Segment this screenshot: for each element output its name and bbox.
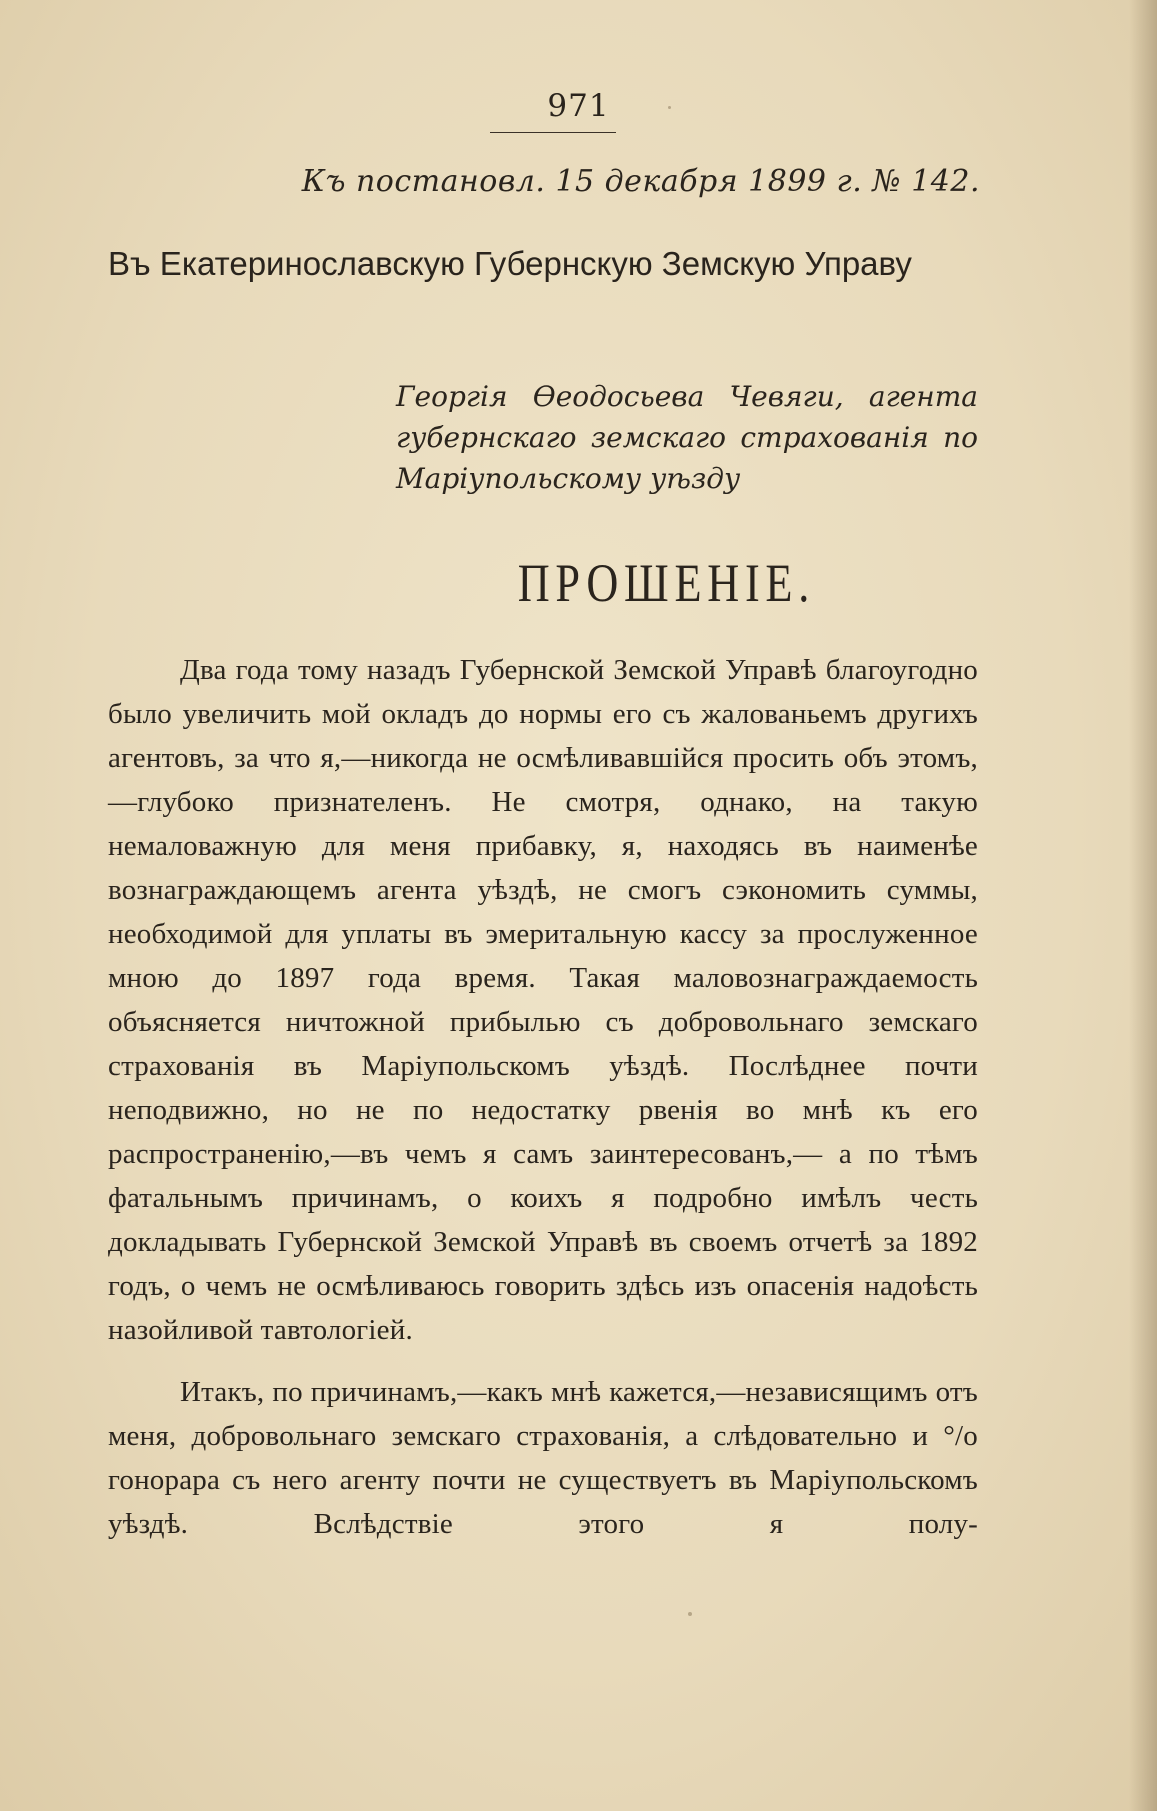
page-edge-shadow bbox=[1129, 0, 1157, 1811]
page-number-rule bbox=[490, 132, 616, 133]
sender-block: Георгія Ѳеодосьева Чевяги, агента губернскаго земскаго страхованія по Маріупольскому уѣзду bbox=[396, 380, 978, 495]
page-number: 971 bbox=[547, 88, 610, 124]
body-paragraph: Два года тому назадъ Губернской Земской Управѣ благоугодно было увеличить мой окладъ до нормы его съ жалованьемъ другихъ агентовъ, за что я,—никогда не осмѣливавшійся просить объ этомъ,—глубоко признателенъ. Не смотря, однако, на такую немаловажную для меня прибавку, я, находясь въ наименѣе вознаграждающемъ агента уѣздѣ, не смогъ сэкономить суммы, необходимой для уплаты въ эмеритальную кассу за прослуженное мною до 1897 года время. Такая маловознаграждаемость объясняется ничтожной прибылью съ добровольнаго земскаго страхованія въ Маріупольскомъ уѣздѣ. Послѣднее почти неподвижно, но не по недостатку рвенія во мнѣ къ его распространенію,—въ чемъ я самъ заинтересованъ,— а по тѣмъ фатальнымъ причинамъ, о коихъ я подробно имѣлъ честь докладывать Губернской Земской Управѣ въ своемъ отчетѣ за 1892 годъ, о чемъ не осмѣливаюсь говорить здѣсь изъ опасенія надоѣсть назойливой тавтологіей. bbox=[108, 654, 978, 1346]
body-paragraph: Итакъ, по причинамъ,—какъ мнѣ кажется,—независящимъ отъ меня, добровольнаго земскаго страхованія, а слѣдовательно и °/o гонорара съ него агенту почти не существуетъ въ Маріупольскомъ уѣздѣ. Вслѣдствіе этого я полу- bbox=[108, 1376, 978, 1540]
addressee: Въ Екатеринославскую Губернскую Земскую Управу bbox=[108, 245, 912, 282]
document-title: ПРОШЕНІЕ. bbox=[517, 553, 816, 613]
petition-body bbox=[108, 648, 978, 1546]
paper-speck bbox=[688, 1612, 692, 1616]
paper-speck bbox=[668, 106, 671, 109]
decree-reference: Къ постановл. 15 декабря 1899 г. № 142. bbox=[301, 164, 980, 199]
